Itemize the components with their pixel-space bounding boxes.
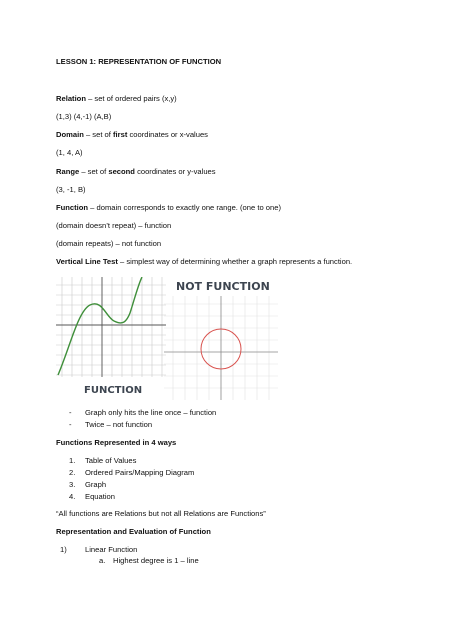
vlt-text: – simplest way of determining whether a graph represents a function. [117,257,353,266]
function-label: FUNCTION [84,385,143,396]
function-yes-note: (domain doesn’t repeat) – function [56,221,172,230]
not-function-label: NOT FUNCTION [176,280,270,293]
linear-function-item: Linear Function [85,545,138,554]
list-number: 1) [60,545,67,554]
vlt-term: Vertical Line Test [56,257,118,266]
bullet-dash: - [69,408,72,417]
list-item: Equation [85,492,115,501]
domain-text-post: coordinates or x-values [127,130,208,139]
relation-example: (1,3) (4,-1) (A,B) [56,112,112,121]
function-graph [56,277,166,377]
linear-function-subitem: Highest degree is 1 – line [113,556,199,565]
range-example: (3, -1, B) [56,185,86,194]
bullet-dash: - [69,420,72,429]
list-item: Graph [85,480,107,489]
list-number: 1. [69,456,76,465]
range-definition [56,167,216,177]
bullet-item: Graph only hits the line once – function [85,408,217,417]
list-number: 3. [69,480,76,489]
not-function-graph [164,296,278,400]
function-no-note: (domain repeats) – not function [56,239,162,248]
list-item: Table of Values [85,456,137,465]
list-number: 4. [69,492,76,501]
function-term: Function [56,203,89,212]
range-text-post: coordinates or y-values [134,167,216,176]
vlt-definition [56,257,352,267]
domain-example: (1, 4, A) [56,148,83,157]
list-item: Ordered Pairs/Mapping Diagram [85,468,195,477]
cubic-curve [58,277,142,375]
function-definition [56,203,281,213]
domain-emphasis: first [113,130,128,139]
page-title: LESSON 1: REPRESENTATION OF FUNCTION [56,57,222,66]
relation-text: – set of ordered pairs (x,y) [85,94,177,103]
range-text-pre: – set of [79,167,109,176]
list-number: a. [99,556,106,565]
quote: “All functions are Relations but not all Relations are Functions” [56,509,266,518]
domain-text-pre: – set of [83,130,113,139]
relation-term: Relation [56,94,86,103]
bullet-item: Twice – not function [85,420,153,429]
range-emphasis: second [108,167,135,176]
representation-heading: Representation and Evaluation of Function [56,527,211,536]
list-number: 2. [69,468,76,477]
relation-definition [56,94,177,104]
range-term: Range [56,167,80,176]
ways-heading: Functions Represented in 4 ways [56,438,177,447]
domain-definition [56,130,208,140]
function-text: – domain corresponds to exactly one range. (one to one) [88,203,281,212]
domain-term: Domain [56,130,84,139]
